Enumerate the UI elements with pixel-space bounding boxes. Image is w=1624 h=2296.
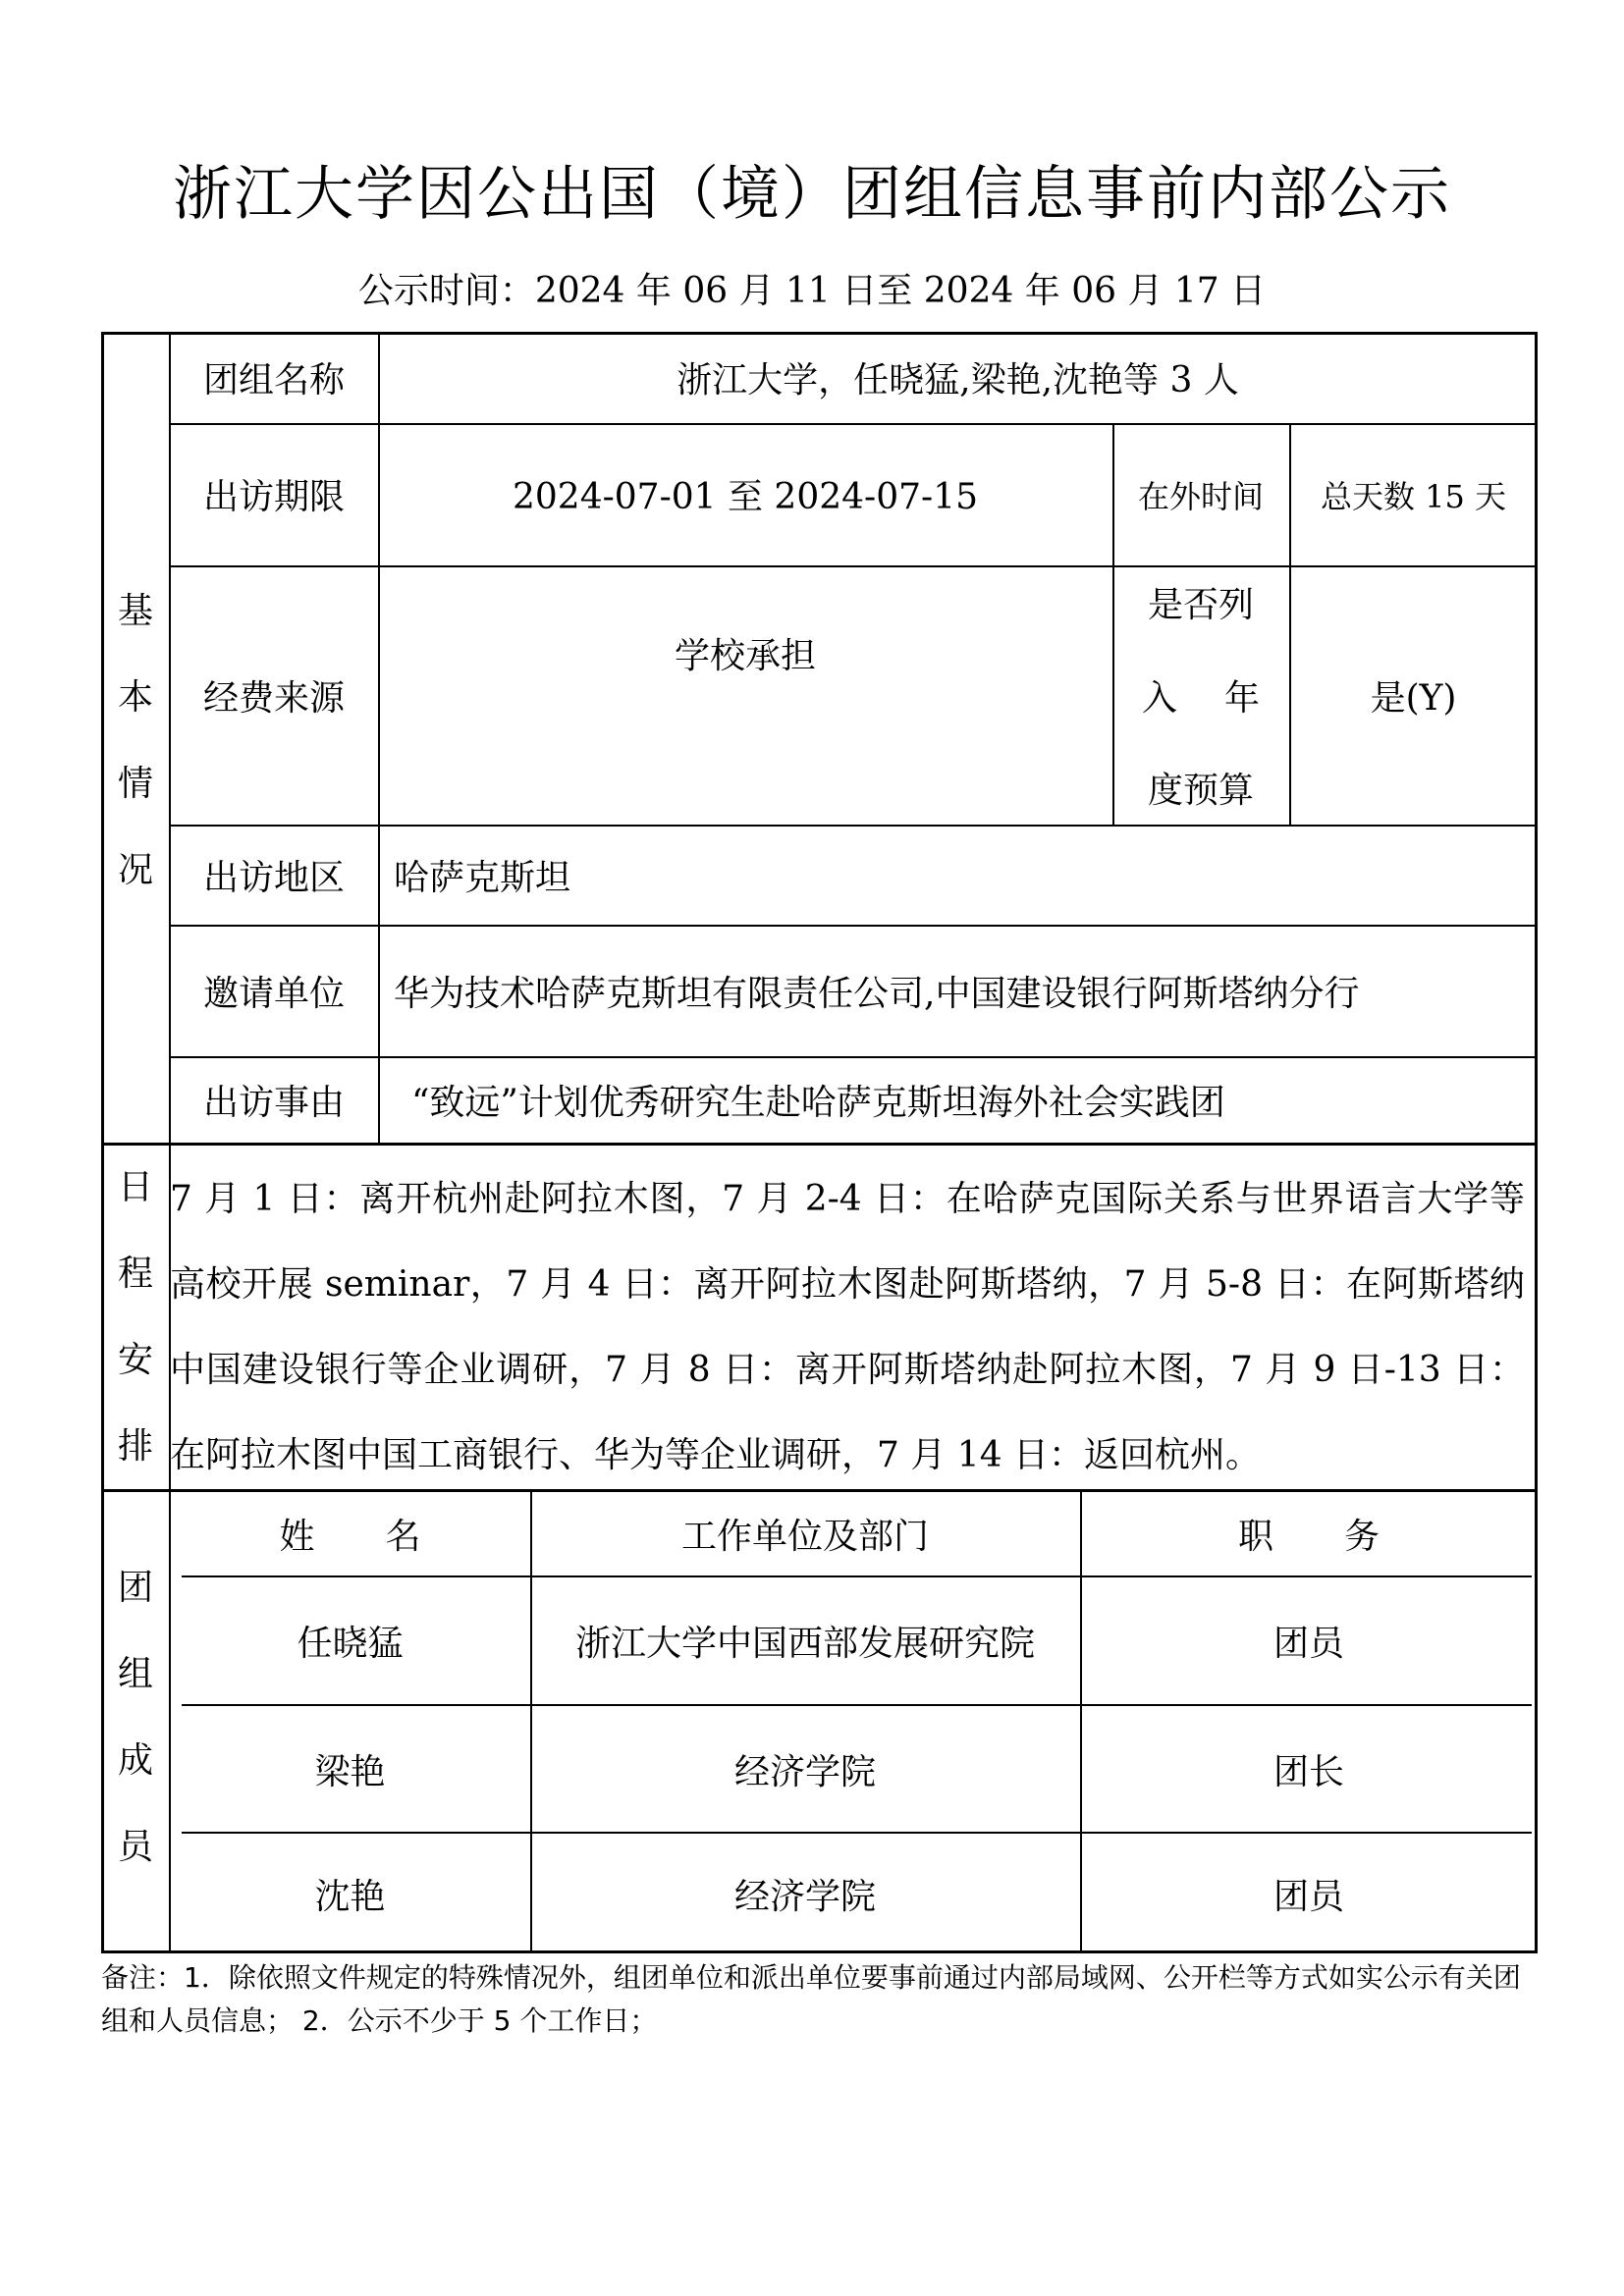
group-name-label: 团组名称 — [202, 360, 345, 400]
purpose-value: “致远”计划优秀研究生赴哈萨克斯坦海外社会实践团 — [411, 1082, 1225, 1123]
member-row-3-name: 沈艳 — [314, 1876, 386, 1917]
budget-label-line-2a: 入 — [1142, 677, 1178, 719]
group-name-value: 浙江大学，任晓猛,梁艳,沈艳等 3 人 — [677, 360, 1239, 400]
member-row-1-name: 任晓猛 — [297, 1624, 404, 1664]
region-value: 哈萨克斯坦 — [394, 857, 571, 898]
footnote: 备注：1．除依照文件规定的特殊情况外，组团单位和派出单位要事前通过内部局域网、公开栏等方式如实公示有关团组和人员信息； 2．公示不少于 5 个工作日； — [101, 1961, 1521, 2037]
section-label-char: 员 — [117, 1827, 153, 1867]
budget-included-value: 是(Y) — [1370, 677, 1457, 719]
section-label-char: 排 — [117, 1426, 153, 1467]
time-abroad-label: 在外时间 — [1137, 477, 1264, 515]
section-label-char: 情 — [117, 764, 153, 804]
member-row-3-role: 团员 — [1272, 1876, 1344, 1917]
section-label-char: 安 — [117, 1340, 153, 1380]
line-section-1 — [101, 1143, 1538, 1146]
page-title: 浙江大学因公出国（境）团组信息事前内部公示 — [173, 160, 1451, 229]
member-row-3-unit: 经济学院 — [733, 1876, 876, 1917]
schedule-vert-text — [118, 1145, 153, 1490]
section-label-char: 组 — [117, 1654, 153, 1694]
section-label-char: 程 — [117, 1254, 153, 1294]
budget-included-label — [1112, 577, 1289, 813]
section-label-char: 况 — [117, 850, 153, 890]
purpose-label: 出访事由 — [202, 1082, 345, 1123]
funding-value: 学校承担 — [674, 635, 816, 676]
schedule-text: 7 月 1 日：离开杭州赴阿拉木图，7 月 2-4 日：在哈萨克国际关系与世界语言大学等高校开展 seminar，7 月 4 日：离开阿拉木图赴阿斯塔纳，7 月 5-8 日：在阿斯塔纳中国建设银行等企业调研，7 月 8 日：离开阿斯塔纳赴阿拉木图，7 月 9 日-13 日：在阿拉木图中国工商银行、华为等企业调研，7 月 14 日：返回杭州。 — [170, 1179, 1525, 1475]
section-schedule-label — [101, 1146, 170, 1489]
basic-vert-text — [118, 568, 153, 914]
publicity-period: 公示时间：2024 年 06 月 11 日至 2024 年 06 月 17 日 — [357, 271, 1267, 311]
inviter-label: 邀请单位 — [202, 973, 345, 1014]
visit-period-value: 2024-07-01 至 2024-07-15 — [512, 477, 978, 517]
time-abroad-value: 总天数 15 天 — [1320, 477, 1507, 515]
section-members-label — [101, 1551, 170, 1885]
member-row-1-role: 团员 — [1272, 1624, 1344, 1664]
member-header-name: 姓 名 — [279, 1517, 421, 1557]
member-row-2-unit: 经济学院 — [733, 1751, 876, 1792]
inviter-value: 华为技术哈萨克斯坦有限责任公司,中国建设银行阿斯塔纳分行 — [394, 973, 1360, 1014]
section-basic-label — [101, 574, 170, 908]
section-label-char: 本 — [117, 677, 153, 718]
budget-label-line-1: 是否列 — [1147, 585, 1254, 625]
budget-label-line-2b: 年 — [1223, 677, 1260, 719]
budget-label-line-2 — [1142, 670, 1260, 721]
member-row-2-name: 梁艳 — [314, 1751, 386, 1792]
funding-label: 经费来源 — [202, 677, 345, 719]
section-label-char: 日 — [117, 1167, 153, 1207]
members-vert-text — [118, 1545, 153, 1891]
section-label-char: 团 — [117, 1568, 153, 1608]
member-header-role: 职 务 — [1237, 1517, 1380, 1557]
section-label-char: 基 — [117, 591, 153, 631]
member-row-1-unit: 浙江大学中国西部发展研究院 — [574, 1624, 1035, 1664]
region-label: 出访地区 — [202, 857, 345, 898]
budget-label-line-3: 度预算 — [1147, 771, 1254, 811]
member-row-2-role: 团长 — [1272, 1751, 1344, 1792]
visit-period-label: 出访期限 — [202, 477, 345, 517]
section-label-char: 成 — [117, 1740, 153, 1781]
member-header-unit: 工作单位及部门 — [680, 1517, 929, 1557]
